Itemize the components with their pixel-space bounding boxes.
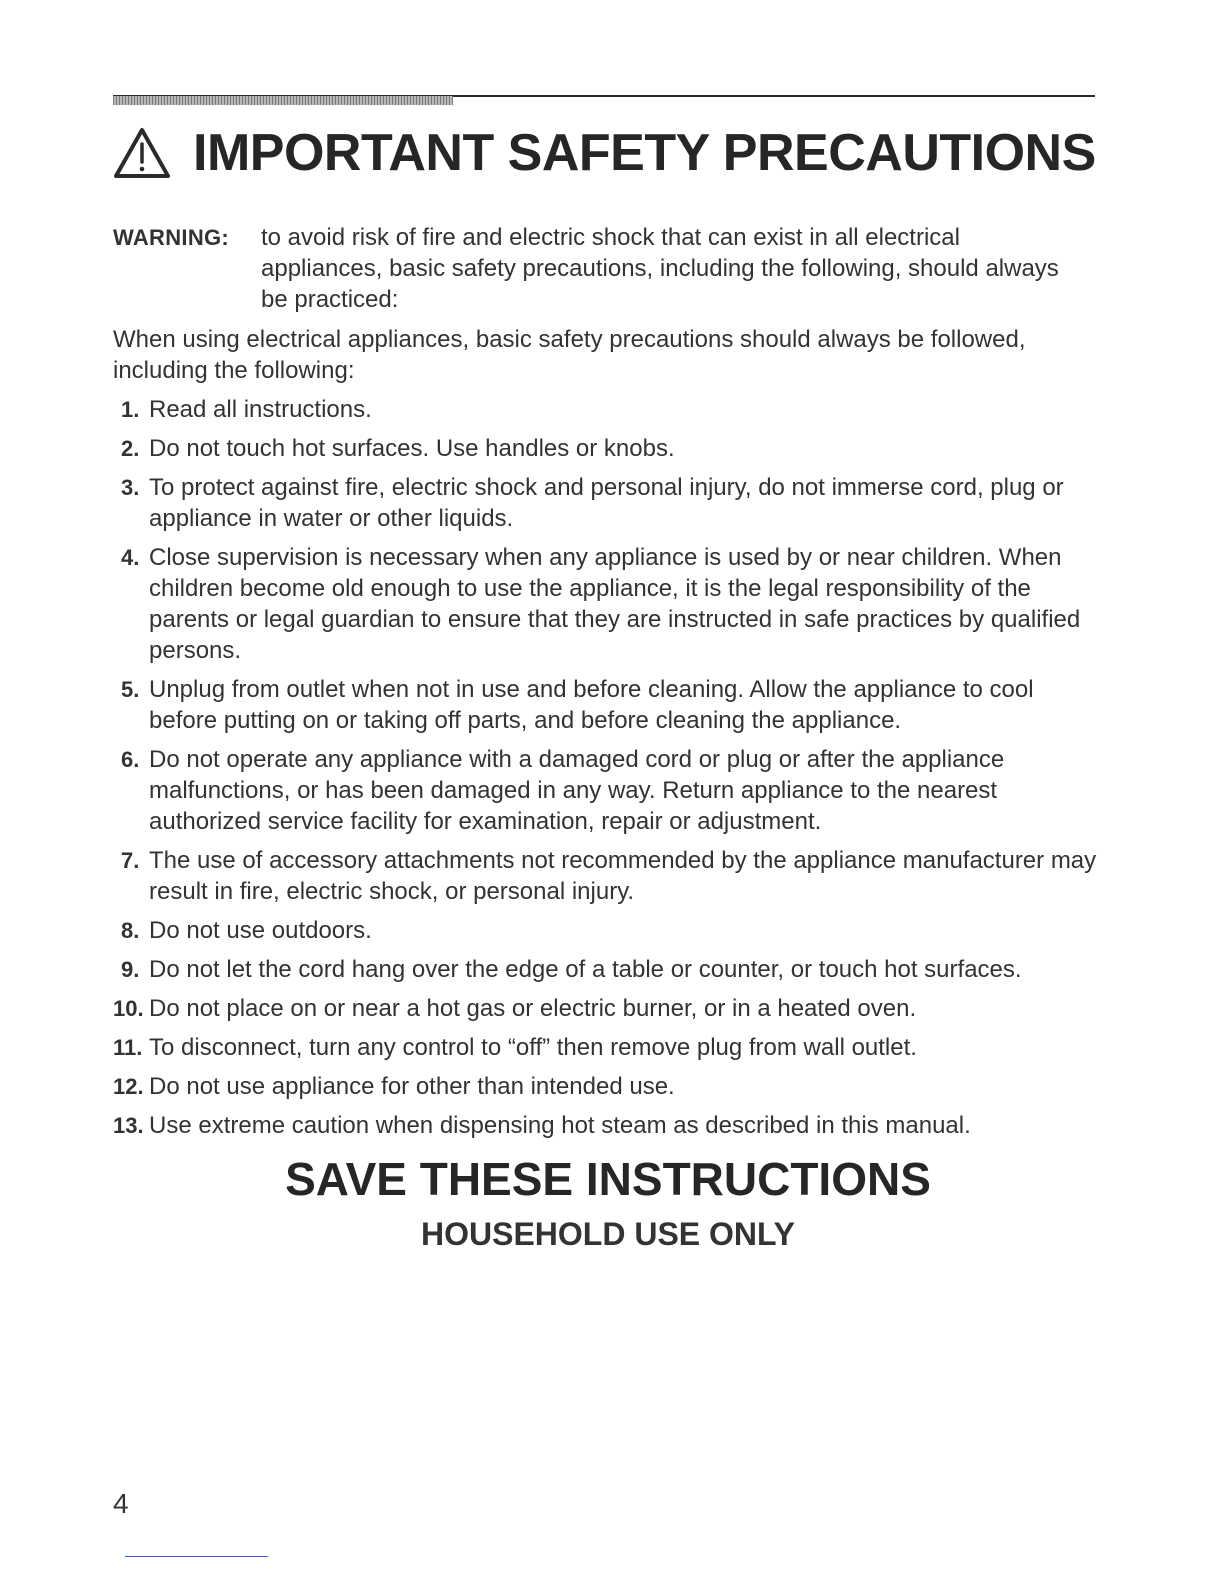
list-item — [113, 433, 1103, 464]
item-text: Use extreme caution when dispensing hot steam as described in this manual. — [149, 1112, 971, 1139]
list-item — [113, 542, 1103, 666]
item-text: Do not let the cord hang over the edge of a table or counter, or touch hot surfaces. — [149, 956, 1022, 983]
list-item — [113, 472, 1103, 534]
item-number: 13. — [113, 1113, 144, 1138]
item-text: Do not place on or near a hot gas or electric burner, or in a heated oven. — [149, 995, 917, 1022]
list-item — [113, 1110, 1103, 1141]
list-item — [113, 744, 1103, 837]
item-text: To protect against fire, electric shock and personal injury, do not immerse cord, plug or appliance in water or other liquids. — [149, 474, 1064, 532]
list-item — [113, 394, 1103, 425]
list-item — [113, 1032, 1103, 1063]
item-text: Close supervision is necessary when any appliance is used by or near children. When children become old enough to use the appliance, it is the legal responsibility of the parents or legal guardian to ensure that they are instructed in safe practices by qualified persons. — [149, 544, 1081, 664]
warning-triangle-icon — [113, 126, 171, 180]
list-item — [113, 915, 1103, 946]
item-number: 9. — [121, 957, 140, 982]
page-header — [113, 118, 1103, 188]
item-text: To disconnect, turn any control to “off” then remove plug from wall outlet. — [149, 1034, 917, 1061]
list-item — [113, 845, 1103, 907]
item-number: 6. — [121, 747, 140, 772]
item-number: 8. — [121, 918, 140, 943]
list-item — [113, 1071, 1103, 1102]
save-instructions-heading: SAVE THESE INSTRUCTIONS — [285, 1153, 931, 1205]
item-number: 1. — [121, 397, 140, 422]
list-item — [113, 954, 1103, 985]
item-number: 7. — [121, 848, 140, 873]
item-number: 5. — [121, 677, 140, 702]
item-number: 4. — [121, 545, 140, 570]
bottom-divider — [125, 1556, 268, 1557]
item-number: 2. — [121, 436, 140, 461]
item-text: Read all instructions. — [149, 396, 372, 423]
item-number: 11. — [113, 1035, 143, 1060]
page-title: IMPORTANT SAFETY PRECAUTIONS — [193, 124, 1096, 182]
item-text: Do not touch hot surfaces. Use handles or knobs. — [149, 435, 675, 462]
list-item — [113, 993, 1103, 1024]
item-text: Do not use outdoors. — [149, 917, 372, 944]
warning-text: to avoid risk of fire and electric shock that can exist in all electrical appliances, basic safety precautions, including the following, should always be practiced: — [261, 224, 1059, 313]
item-number: 10. — [113, 996, 144, 1021]
warning-label: WARNING: — [113, 225, 230, 250]
item-text: Unplug from outlet when not in use and before cleaning. Allow the appliance to cool before putting on or taking off parts, and before cleaning the appliance. — [149, 676, 1034, 734]
item-text: The use of accessory attachments not recommended by the appliance manufacturer may result in fire, electric shock, or personal injury. — [149, 847, 1097, 905]
precautions-list — [113, 394, 1103, 1149]
item-number: 3. — [121, 475, 140, 500]
item-text: Do not operate any appliance with a damaged cord or plug or after the appliance malfunctions, or has been damaged in any way. Return appliance to the nearest authorized service facility for examination, repair or adjustment. — [149, 746, 1005, 835]
item-text: Do not use appliance for other than intended use. — [149, 1073, 675, 1100]
page-number: 4 — [113, 1488, 129, 1519]
household-use-heading: HOUSEHOLD USE ONLY — [421, 1216, 795, 1252]
intro-paragraph: When using electrical appliances, basic safety precautions should always be followed, including the following: — [113, 326, 1026, 384]
header-rule-shade — [113, 96, 453, 105]
item-number: 12. — [113, 1074, 144, 1099]
list-item — [113, 674, 1103, 736]
